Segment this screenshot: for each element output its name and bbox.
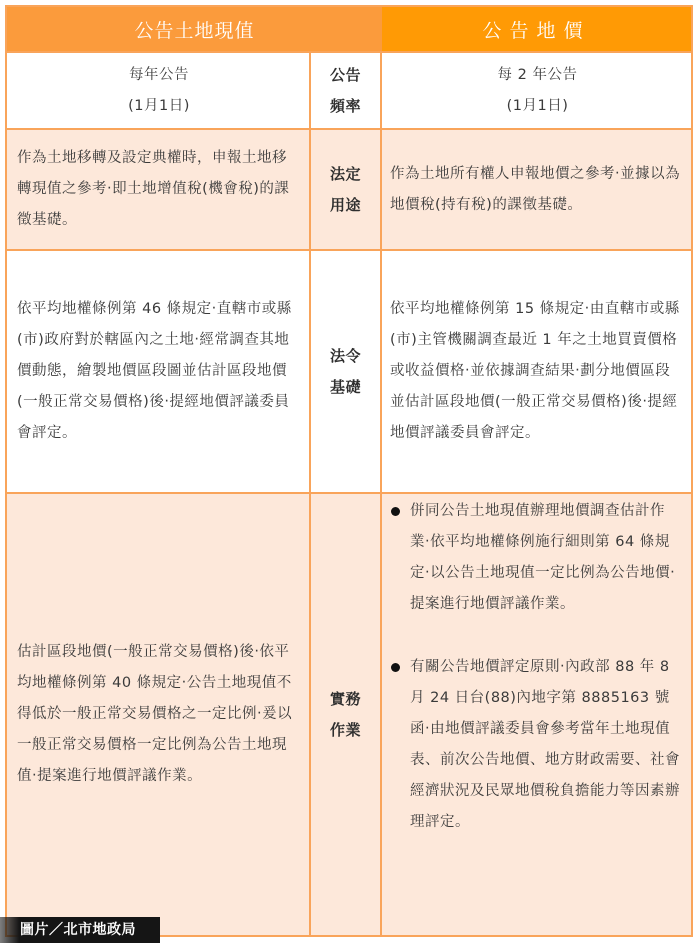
row-legal-use-right-cell bbox=[382, 128, 691, 249]
practice-bullet-list bbox=[390, 496, 685, 838]
legal-basis-label bbox=[330, 341, 361, 403]
bullet-dot-icon bbox=[391, 663, 400, 672]
header-announced-land-current-value bbox=[7, 7, 382, 51]
legal-use-label-line-1: 法定 bbox=[329, 164, 361, 183]
row-legal-basis-label-cell bbox=[311, 249, 382, 492]
row-frequency-left-cell bbox=[7, 51, 311, 128]
legal-basis-label-line-2: 基礎 bbox=[329, 377, 361, 396]
frequency-left-text bbox=[128, 60, 190, 122]
row-legal-use-label-cell bbox=[311, 128, 382, 249]
frequency-label-line-2: 頻率 bbox=[329, 96, 361, 115]
row-practice-right-cell bbox=[382, 492, 691, 935]
legal-use-label-line-2: 用途 bbox=[329, 195, 361, 214]
header-right-title: 公告地價 bbox=[482, 19, 591, 42]
legal-use-label bbox=[330, 159, 361, 221]
practice-left-text: 估計區段地價(一般正常交易價格)後‧依平均地權條例第 40 條規定‧公告土地現值不得低於一般正常交易價格之一定比例‧爰以一般正常交易價格一定比例為公告土地現值‧提案進行地價評議作業。 bbox=[17, 644, 293, 784]
bullet-dot-icon bbox=[391, 507, 400, 516]
header-left-title: 公告土地現值 bbox=[134, 19, 255, 42]
practice-bullet-item bbox=[390, 496, 685, 620]
row-practice-left-cell bbox=[7, 492, 311, 935]
row-legal-basis-right-cell bbox=[382, 249, 691, 492]
frequency-right-line-1: 每 2 年公告 bbox=[497, 66, 578, 83]
practice-bullet-text: 有關公告地價評定原則‧內政部 88 年 8 月 24 日台(88)內地字第 8885163 號函‧由地價評議委員會參考當年土地現值表、前次公告地價、地方財政需要、社會經濟狀況及民眾地價稅負擔能力等因素辦理評定。 bbox=[410, 659, 680, 830]
row-legal-use-left-cell bbox=[7, 128, 311, 249]
legal-basis-left-text: 依平均地權條例第 46 條規定‧直轄市或縣(市)政府對於轄區內之土地‧經常調查其地價動態，繪製地價區段圖並估計區段地價(一般正常交易價格)後‧提經地價評議委員會評定。 bbox=[17, 301, 292, 441]
frequency-label bbox=[330, 60, 361, 122]
practice-bullet-text: 併同公告土地現值辦理地價調查估計作業‧依平均地權條例施行細則第 64 條規定‧以公告土地現值一定比例為公告地價‧提案進行地價評議作業。 bbox=[410, 503, 676, 612]
practice-label-line-1: 實務 bbox=[329, 689, 361, 708]
legal-use-left-text: 作為土地移轉及設定典權時，申報土地移轉現值之參考‧即土地增值稅(機會稅)的課徵基礎。 bbox=[17, 150, 290, 228]
legal-basis-label-line-1: 法令 bbox=[329, 346, 361, 365]
image-credit-caption: 圖片／北市地政局 bbox=[0, 917, 160, 943]
row-legal-basis-left-cell bbox=[7, 249, 311, 492]
header-announced-land-price bbox=[382, 7, 691, 51]
practice-label bbox=[330, 684, 361, 746]
row-frequency-label-cell bbox=[311, 51, 382, 128]
land-value-comparison-table bbox=[5, 5, 693, 937]
row-practice-label-cell bbox=[311, 492, 382, 935]
row-frequency-right-cell bbox=[382, 51, 691, 128]
frequency-left-line-2: (1月1日) bbox=[128, 97, 190, 114]
practice-bullet-item bbox=[390, 652, 685, 838]
frequency-left-line-1: 每年公告 bbox=[128, 66, 189, 83]
legal-use-right-text: 作為土地所有權人申報地價之參考‧並據以為地價稅(持有稅)的課徵基礎。 bbox=[390, 165, 681, 213]
practice-label-line-2: 作業 bbox=[329, 720, 361, 739]
frequency-label-line-1: 公告 bbox=[329, 65, 361, 84]
legal-basis-right-text: 依平均地權條例第 15 條規定‧由直轄市或縣(市)主管機關調查最近 1 年之土地買賣價格或收益價格‧並依據調查結果‧劃分地價區段並估計區段地價(一般正常交易價格)後‧提經地價評議委員會評定。 bbox=[390, 301, 680, 441]
frequency-right-line-2: (1月1日) bbox=[506, 97, 569, 114]
frequency-right-text bbox=[498, 60, 578, 122]
